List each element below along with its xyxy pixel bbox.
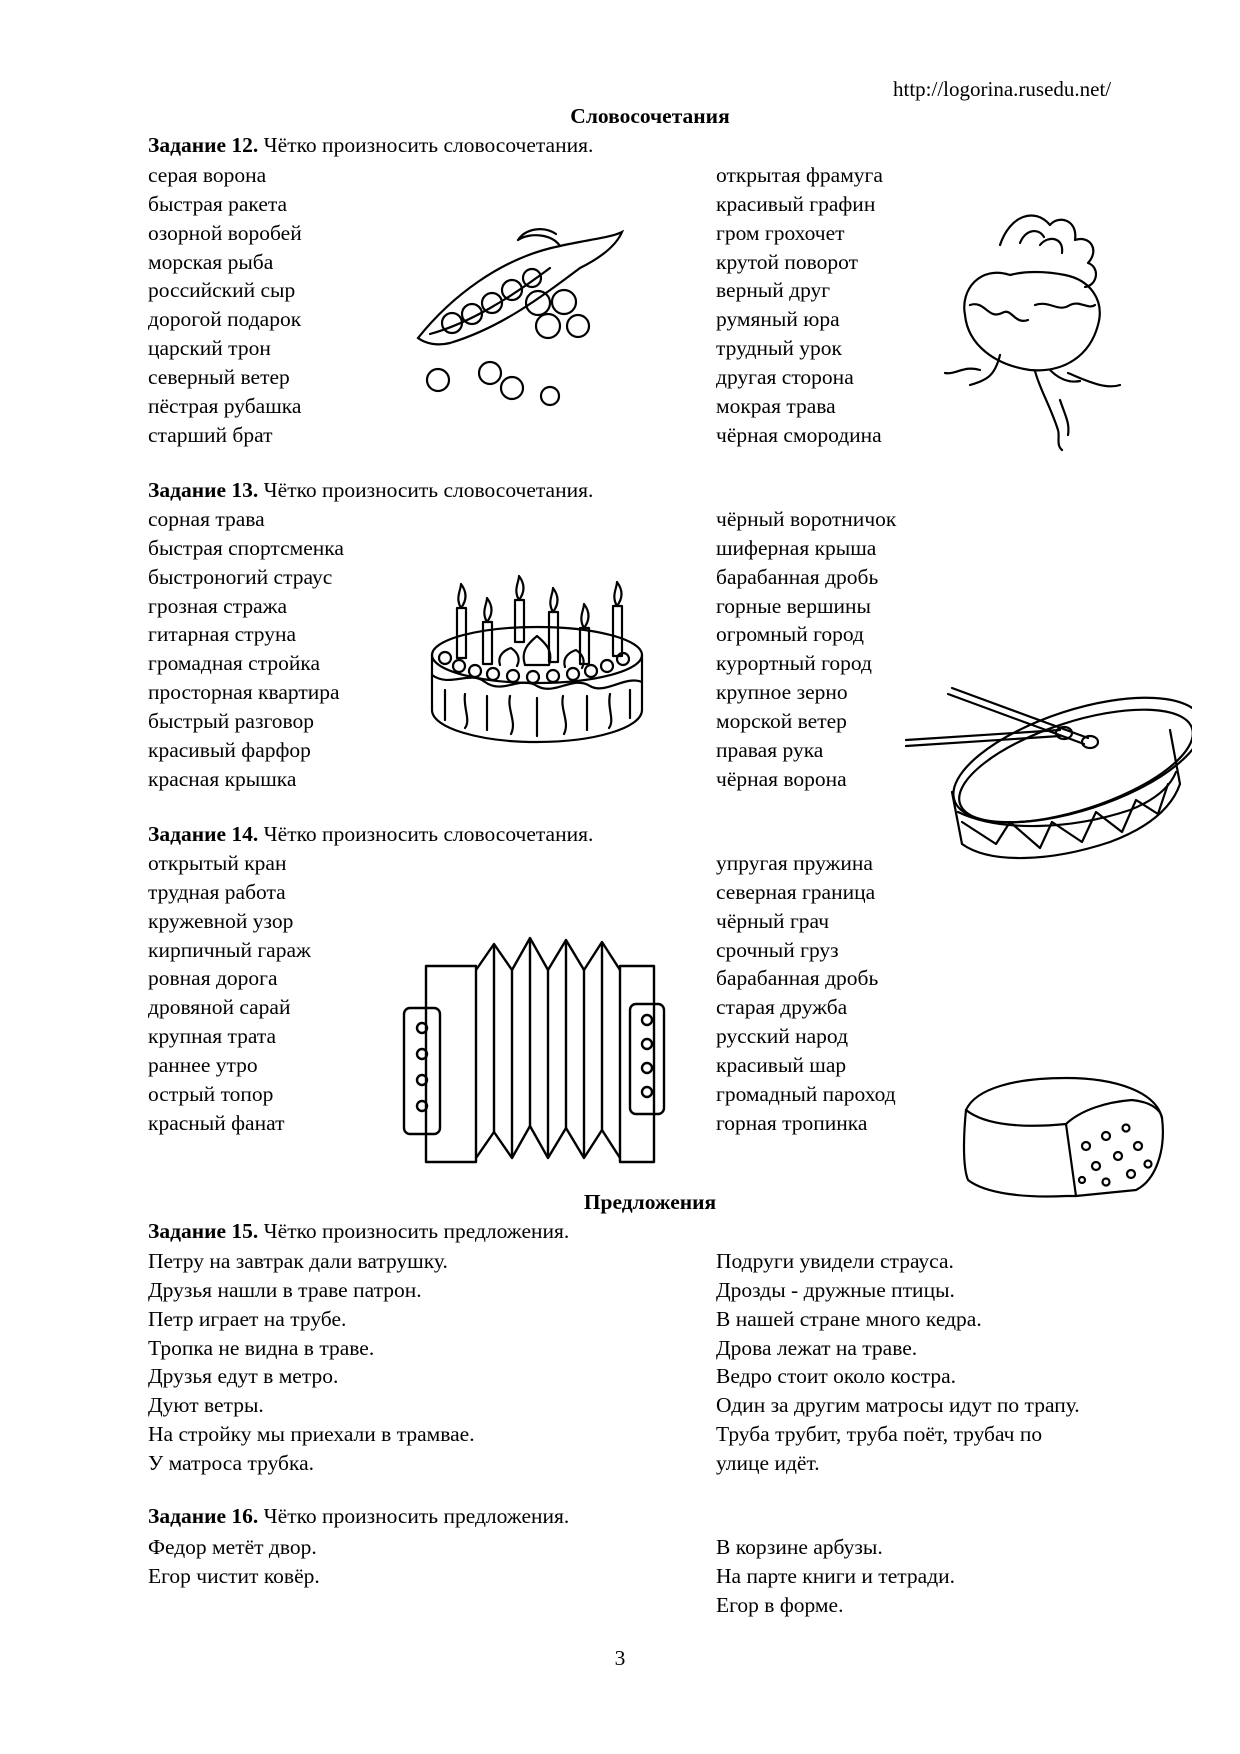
list-item: северная граница — [716, 879, 876, 904]
list-item: Федор метёт двор. — [148, 1535, 317, 1559]
list-item: горные вершины — [716, 593, 871, 618]
task-14-instruction: Чётко произносить словосочетания. — [263, 822, 594, 846]
list-item: огромный город — [716, 622, 864, 647]
source-url: http://logorina.rusedu.net/ — [893, 77, 1112, 101]
radish-icon — [940, 205, 1130, 455]
list-item: шиферная крыша — [716, 535, 877, 560]
task-16-heading — [148, 1504, 569, 1529]
list-item: В корзине арбузы. — [716, 1535, 883, 1559]
accordion-icon — [398, 920, 682, 1168]
list-item: гитарная струна — [148, 622, 297, 647]
list-item: Друзья нашли в траве патрон. — [148, 1277, 422, 1302]
list-item: северный ветер — [148, 364, 290, 389]
drum-icon — [900, 672, 1192, 868]
list-item: На стройку мы приехали в трамвае. — [148, 1422, 475, 1447]
task-15-heading — [148, 1219, 569, 1244]
list-item: Дрозды - дружные птицы. — [716, 1277, 955, 1302]
task-13-right-list — [716, 505, 896, 793]
list-item: быстроногий страус — [148, 564, 333, 589]
list-item: В нашей стране много кедра. — [716, 1306, 982, 1331]
list-item: горная тропинка — [716, 1110, 868, 1135]
list-item: Егор чистит ковёр. — [148, 1563, 320, 1588]
list-item: барабанная дробь — [716, 966, 879, 991]
list-item: просторная квартира — [148, 680, 340, 705]
list-item: срочный груз — [716, 937, 839, 962]
list-item: красивый фарфор — [148, 737, 311, 762]
list-item: Петр играет на трубе. — [148, 1306, 347, 1331]
list-item: кирпичный гараж — [148, 937, 311, 962]
birthday-cake-icon — [425, 570, 650, 750]
list-item: открытый кран — [148, 851, 287, 875]
list-item: румяный юра — [716, 307, 840, 332]
task-12-instruction: Чётко произносить словосочетания. — [263, 133, 594, 157]
list-item: Тропка не видна в траве. — [148, 1335, 375, 1360]
list-item: чёрный воротничок — [716, 507, 897, 531]
list-item: Друзья едут в метро. — [148, 1364, 339, 1389]
task-14-right-list — [716, 849, 896, 1137]
task-13-label: Задание 13. — [148, 478, 259, 502]
list-item: крупное зерно — [716, 680, 848, 705]
page-number: 3 — [614, 1646, 626, 1670]
list-item: Ведро стоит около костра. — [716, 1364, 957, 1389]
cheese-icon — [956, 1070, 1170, 1200]
list-item: быстрая ракета — [148, 191, 288, 216]
list-item: верный друг — [716, 278, 831, 303]
list-item: открытая фрамуга — [716, 163, 883, 187]
list-item: другая сторона — [716, 364, 854, 389]
list-item: трудная работа — [148, 879, 286, 904]
list-item: кружевной узор — [148, 908, 294, 933]
list-item: Дрова лежат на траве. — [716, 1335, 918, 1360]
task-16-instruction: Чётко произносить предложения. — [263, 1504, 570, 1528]
list-item: русский народ — [716, 1024, 849, 1049]
list-item: российский сыр — [148, 278, 296, 303]
list-item: барабанная дробь — [716, 564, 879, 589]
task-16-right-list — [716, 1533, 955, 1620]
section-title-phrases: Словосочетания — [570, 104, 730, 128]
list-item: правая рука — [716, 737, 824, 762]
list-item: красивый графин — [716, 191, 876, 216]
task-13-left-list — [148, 505, 344, 793]
list-item: морской ветер — [716, 708, 847, 733]
pea-pod-icon — [410, 228, 640, 418]
list-item: трудный урок — [716, 336, 842, 361]
list-item: чёрная смородина — [716, 422, 882, 447]
list-item: раннее утро — [148, 1052, 258, 1077]
task-14-label: Задание 14. — [148, 822, 259, 846]
list-item: Егор в форме. — [716, 1592, 844, 1617]
task-14-left-list — [148, 849, 311, 1137]
list-item: громадный пароход — [716, 1081, 896, 1106]
task-12-left-list — [148, 161, 302, 449]
list-item: гром грохочет — [716, 220, 845, 245]
list-item: красный фанат — [148, 1110, 285, 1135]
list-item: озорной воробей — [148, 220, 302, 245]
list-item: крутой поворот — [716, 249, 859, 274]
task-14-heading — [148, 822, 593, 847]
list-item: чёрный грач — [716, 908, 830, 933]
list-item: морская рыба — [148, 249, 274, 274]
list-item: Один за другим матросы идут по трапу. — [716, 1393, 1080, 1418]
list-item: быстрый разговор — [148, 708, 314, 733]
list-item: царский трон — [148, 336, 271, 361]
task-15-right-list — [716, 1247, 1080, 1478]
list-item: дорогой подарок — [148, 307, 302, 332]
task-15-left-list — [148, 1247, 475, 1478]
task-15-label: Задание 15. — [148, 1219, 259, 1243]
list-item: мокрая трава — [716, 393, 836, 418]
list-item: старший брат — [148, 422, 273, 447]
list-item: Дуют ветры. — [148, 1393, 264, 1418]
list-item: На парте книги и тетради. — [716, 1563, 956, 1588]
task-16-left-list — [148, 1533, 320, 1591]
list-item: красивый шар — [716, 1052, 847, 1077]
list-item: ровная дорога — [148, 966, 278, 991]
task-12-heading — [148, 133, 593, 158]
list-item: курортный город — [716, 651, 872, 676]
list-item: чёрная ворона — [716, 766, 847, 791]
list-item: пёстрая рубашка — [148, 393, 302, 418]
task-16-label: Задание 16. — [148, 1504, 259, 1528]
task-12-right-list — [716, 161, 883, 449]
list-item: улице идёт. — [716, 1450, 820, 1475]
list-item: старая дружба — [716, 995, 848, 1020]
section-title-sentences: Предложения — [583, 1190, 717, 1214]
list-item: сорная трава — [148, 507, 265, 531]
list-item: У матроса трубка. — [148, 1450, 315, 1475]
task-13-instruction: Чётко произносить словосочетания. — [263, 478, 594, 502]
list-item: упругая пружина — [716, 851, 873, 875]
list-item: грозная стража — [148, 593, 288, 618]
list-item: дровяной сарай — [148, 995, 291, 1020]
task-13-heading — [148, 478, 593, 503]
list-item: Труба трубит, труба поёт, трубач по — [716, 1422, 1043, 1447]
list-item: Подруги увидели страуса. — [716, 1249, 954, 1273]
list-item: Петру на завтрак дали ватрушку. — [148, 1249, 448, 1273]
list-item: серая ворона — [148, 163, 267, 187]
list-item: крупная трата — [148, 1024, 277, 1049]
task-12-label: Задание 12. — [148, 133, 259, 157]
list-item: громадная стройка — [148, 651, 321, 676]
list-item: острый топор — [148, 1081, 274, 1106]
list-item: красная крышка — [148, 766, 297, 791]
task-15-instruction: Чётко произносить предложения. — [263, 1219, 570, 1243]
list-item: быстрая спортсменка — [148, 535, 344, 560]
